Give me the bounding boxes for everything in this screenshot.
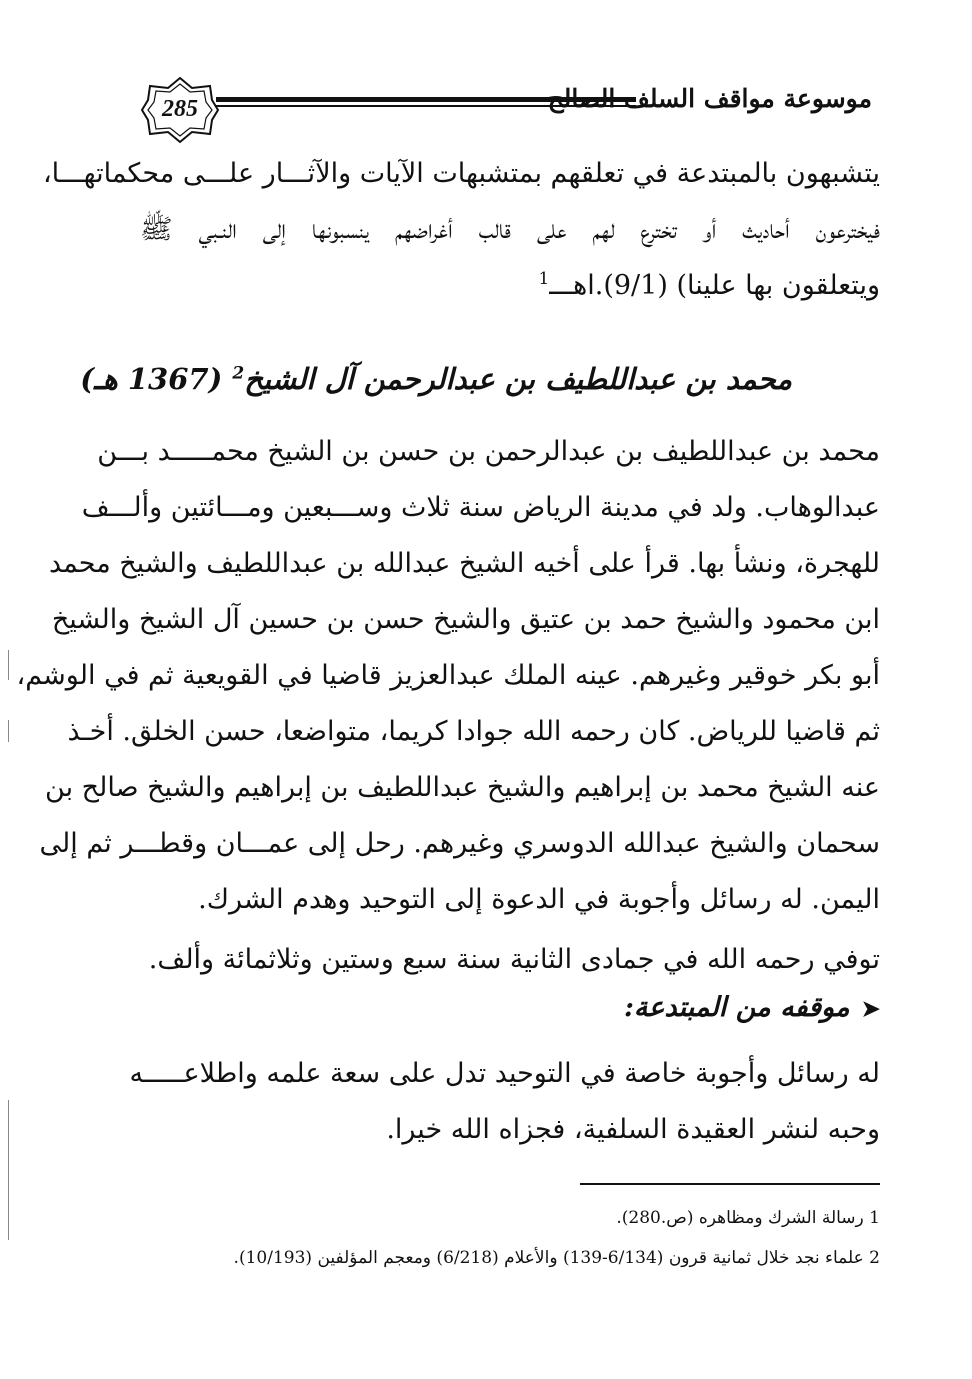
death-paragraph xyxy=(140,932,880,988)
scan-margin-mark xyxy=(8,1100,9,1240)
text-line: ثم قاضيا للرياض. كان رحمه الله جوادا كريما، متواضعا، حسن الخلق. أخـذ xyxy=(67,716,880,747)
running-title: موسوعة مواقف السلف الصالح xyxy=(547,84,872,113)
biography-paragraph xyxy=(16,424,880,928)
position-paragraph xyxy=(129,1046,880,1158)
paragraph-continuation xyxy=(42,146,880,314)
heading-date: (1367 هـ) xyxy=(80,362,223,396)
text-line: ابن محمود والشيخ حمد بن عتيق والشيخ حسن بن حسين آل الشيخ والشيخ xyxy=(51,604,880,635)
footnote-2: 2 علماء نجد خلال ثمانية قرون (6/134-139) والأعلام (6/218) ومعجم المؤلفين (10/193). xyxy=(233,1248,880,1268)
text-line: اليمن. له رسائل وأجوبة في الدعوة إلى التوحيد وهدم الشرك. xyxy=(198,884,880,915)
footnote-separator xyxy=(580,1183,880,1185)
text-line: توفي رحمه الله في جمادى الثانية سنة سبع وستين وثلاثمائة وألف. xyxy=(148,944,880,975)
text-line: للهجرة، ونشأ بها. قرأ على أخيه الشيخ عبدالله بن عبداللطيف والشيخ محمد xyxy=(49,548,880,579)
arrow-bullet-icon: ➤ xyxy=(861,996,880,1022)
heading-name: محمد بن عبداللطيف بن عبدالرحمن آل الشيخ xyxy=(244,362,792,396)
page-number-badge xyxy=(140,76,220,144)
text-line: يتشبهون بالمبتدعة في تعلقهم بمتشبهات الآيات والآثـــار علـــى محكماتهـــا، xyxy=(42,158,880,189)
text-line: محمد بن عبداللطيف بن عبدالرحمن بن حسن بن الشيخ محمـــــد بـــن xyxy=(97,436,880,467)
text-line: سحمان والشيخ عبدالله الدوسري وغيرهم. رحل إلى عمـــان وقطـــر ثم إلى xyxy=(39,828,880,859)
section-heading xyxy=(80,362,792,396)
text-line: وحبه لنشر العقيدة السلفية، فجزاه الله خيرا. xyxy=(386,1114,880,1145)
footnote-1: 1 رسالة الشرك ومظاهره (ص.280). xyxy=(616,1208,880,1228)
scan-margin-mark xyxy=(8,720,9,742)
text-line: له رسائل وأجوبة خاصة في التوحيد تدل على سعة علمه واطلاعـــــه xyxy=(129,1058,880,1089)
page-number: 285 xyxy=(162,96,198,122)
text-line: فيخترعون أحاديث أو تخترع لهم على قالب أغراضهم ينسبونها إلى النـبي ﷺ xyxy=(140,214,880,245)
heading-footnote-ref: 2 xyxy=(232,363,245,384)
text-line: ويتعلقون بها علينا) (9/1).اهـــ xyxy=(549,270,880,301)
subsection-heading xyxy=(624,992,880,1023)
scan-margin-mark xyxy=(8,650,9,680)
text-line: عنه الشيخ محمد بن إبراهيم والشيخ عبداللطيف بن إبراهيم والشيخ صالح بن xyxy=(45,772,880,803)
footnote-ref: 1 xyxy=(538,269,550,289)
text-line: عبدالوهاب. ولد في مدينة الرياض سنة ثلاث وســـبعين ومـــائتين وألـــف xyxy=(81,492,880,523)
text-line: أبو بكر خوقير وغيرهم. عينه الملك عبدالعزيز قاضيا في القويعية ثم في الوشم، xyxy=(16,660,880,691)
subsection-heading-text: موقفه من المبتدعة: xyxy=(623,992,850,1023)
footnotes xyxy=(140,1198,880,1278)
text-line-with-footnote xyxy=(140,258,880,314)
